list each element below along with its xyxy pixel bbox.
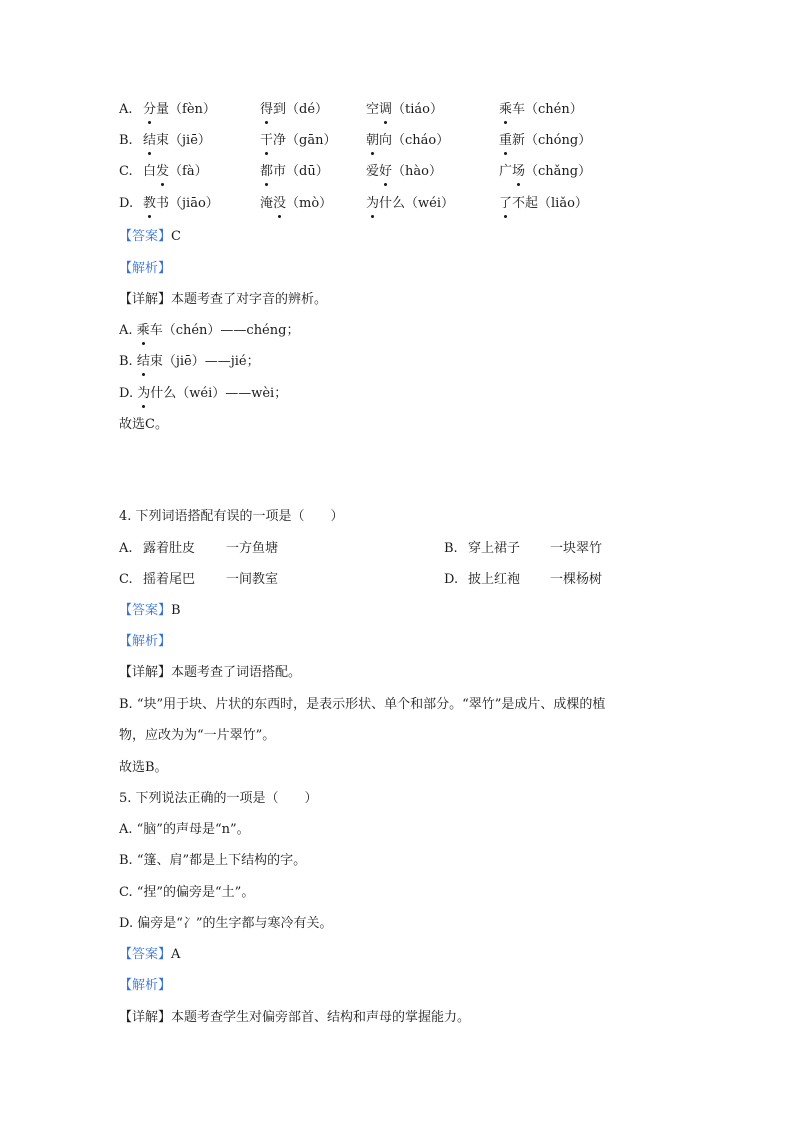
phrase-1: 摇着尾巴 (143, 572, 196, 587)
dotted-char: 了 (499, 196, 513, 211)
option-label: A. (119, 541, 133, 556)
phrase-2: 一间教室 (226, 572, 279, 587)
dotted-char: 结 (136, 354, 150, 369)
word-item: 分量（fèn） (143, 102, 216, 117)
q4-explanation-line: 物，应改为为“一片翠竹”。 (119, 728, 276, 743)
answer-value: B (171, 603, 181, 618)
dotted-char: 场 (512, 164, 526, 179)
q3-answer (119, 228, 181, 246)
detail-text: 本题考查学生对偏旁部首、结构和声母的掌握能力。 (171, 1010, 471, 1025)
q4-option-row (119, 571, 603, 589)
dotted-char: 为 (137, 386, 151, 401)
q5-option: A. “脑”的声母是“n”。 (119, 822, 250, 837)
word-item: 都市（dū） (260, 164, 329, 179)
q3-fix-line: A. 乘车（chén）——chéng； (119, 323, 300, 338)
phrase-2: 一块翠竹 (550, 541, 603, 556)
phrase-2: 一方鱼塘 (226, 541, 279, 556)
option-label: D. (119, 196, 134, 211)
answer-tag: 【答案】 (119, 229, 172, 244)
word-item: 得到（dé） (260, 102, 329, 117)
dotted-char: 朝 (366, 133, 380, 148)
word-item: 了不起（liǎo） (499, 196, 588, 211)
dotted-char: 为 (366, 196, 380, 211)
q3-option-row (119, 163, 592, 181)
q3-detail (119, 291, 327, 309)
q5-option: C. “捏”的偏旁是“土”。 (119, 885, 255, 900)
option-label: B. (444, 541, 458, 556)
q3-fix-line: B. 结束（jiē）——jié； (119, 354, 260, 369)
word-item: 空调（tiáo） (366, 102, 443, 117)
q3-option-row (119, 132, 592, 150)
answer-value: C (171, 229, 181, 244)
q3-analysis-tag: 【解析】 (119, 261, 172, 276)
q5-answer (119, 946, 180, 964)
dotted-char: 没 (273, 196, 287, 211)
q4-detail (119, 664, 301, 682)
dotted-char: 结 (143, 133, 157, 148)
q4-answer (119, 602, 181, 620)
option-label: B. (119, 133, 133, 148)
word-item: 爱好（hào） (366, 164, 442, 179)
dotted-char: 发 (156, 164, 170, 179)
answer-tag: 【答案】 (119, 947, 172, 962)
q3-option-row (119, 195, 588, 213)
q3-fix-line: D. 为什么（wéi）——wèi； (119, 386, 288, 401)
phrase-1: 穿上裙子 (468, 541, 521, 556)
dotted-char: 好 (379, 164, 393, 179)
phrase-1: 露着肚皮 (143, 541, 196, 556)
word-item: 结束（jiē） (143, 133, 211, 148)
word-item: 朝向（cháo） (366, 133, 450, 148)
answer-tag: 【答案】 (119, 603, 172, 618)
detail-text: 本题考查了对字音的辨析。 (171, 292, 328, 307)
q4-question: 4. 下列词语搭配有误的一项是（ ） (119, 509, 344, 524)
dotted-char: 调 (379, 102, 393, 117)
word-item: 白发（fà） (143, 164, 208, 179)
dotted-char: 都 (260, 164, 274, 179)
q4-analysis-tag: 【解析】 (119, 634, 172, 649)
word-item: 教书（jiāo） (143, 196, 219, 211)
detail-text: 本题考查了词语搭配。 (171, 665, 302, 680)
option-label: A. (119, 102, 133, 117)
q5-option: B. “篷、肩”都是上下结构的字。 (119, 853, 307, 868)
option-label: D. (444, 572, 459, 587)
option-label: C. (119, 572, 133, 587)
q4-explanation-line: B. “块”用于块、片状的东西时，是表示形状、单个和部分。“翠竹”是成片、成棵的植 (119, 697, 606, 712)
dotted-char: 重 (499, 133, 513, 148)
dotted-char: 分 (143, 102, 157, 117)
q3-option-row (119, 101, 583, 119)
dotted-char: 得 (260, 102, 274, 117)
dotted-char: 乘 (136, 323, 150, 338)
phrase-2: 一棵杨树 (550, 572, 603, 587)
q5-option: D. 偏旁是“冫”的生字都与寒冷有关。 (119, 916, 333, 931)
option-label: C. (119, 164, 133, 179)
phrase-1: 披上红袍 (468, 572, 521, 587)
word-item: 为什么（wéi） (366, 196, 454, 211)
q5-analysis-tag: 【解析】 (119, 978, 172, 993)
detail-tag: 【详解】 (119, 1010, 172, 1025)
word-item: 干净（gān） (260, 133, 337, 148)
dotted-char: 乘 (499, 102, 513, 117)
answer-value: A (171, 947, 181, 962)
word-item: 乘车（chén） (499, 102, 583, 117)
q5-detail (119, 1009, 470, 1027)
detail-tag: 【详解】 (119, 665, 172, 680)
q4-option-row (119, 540, 603, 558)
word-item: 淹没（mò） (260, 196, 333, 211)
dotted-char: 干 (260, 133, 274, 148)
detail-tag: 【详解】 (119, 292, 172, 307)
q4-conclusion: 故选B。 (119, 760, 168, 775)
q5-question: 5. 下列说法正确的一项是（ ） (119, 791, 318, 806)
q3-conclusion: 故选C。 (119, 417, 168, 432)
word-item: 广场（chǎng） (499, 164, 592, 179)
word-item: 重新（chóng） (499, 133, 592, 148)
dotted-char: 教 (143, 196, 157, 211)
